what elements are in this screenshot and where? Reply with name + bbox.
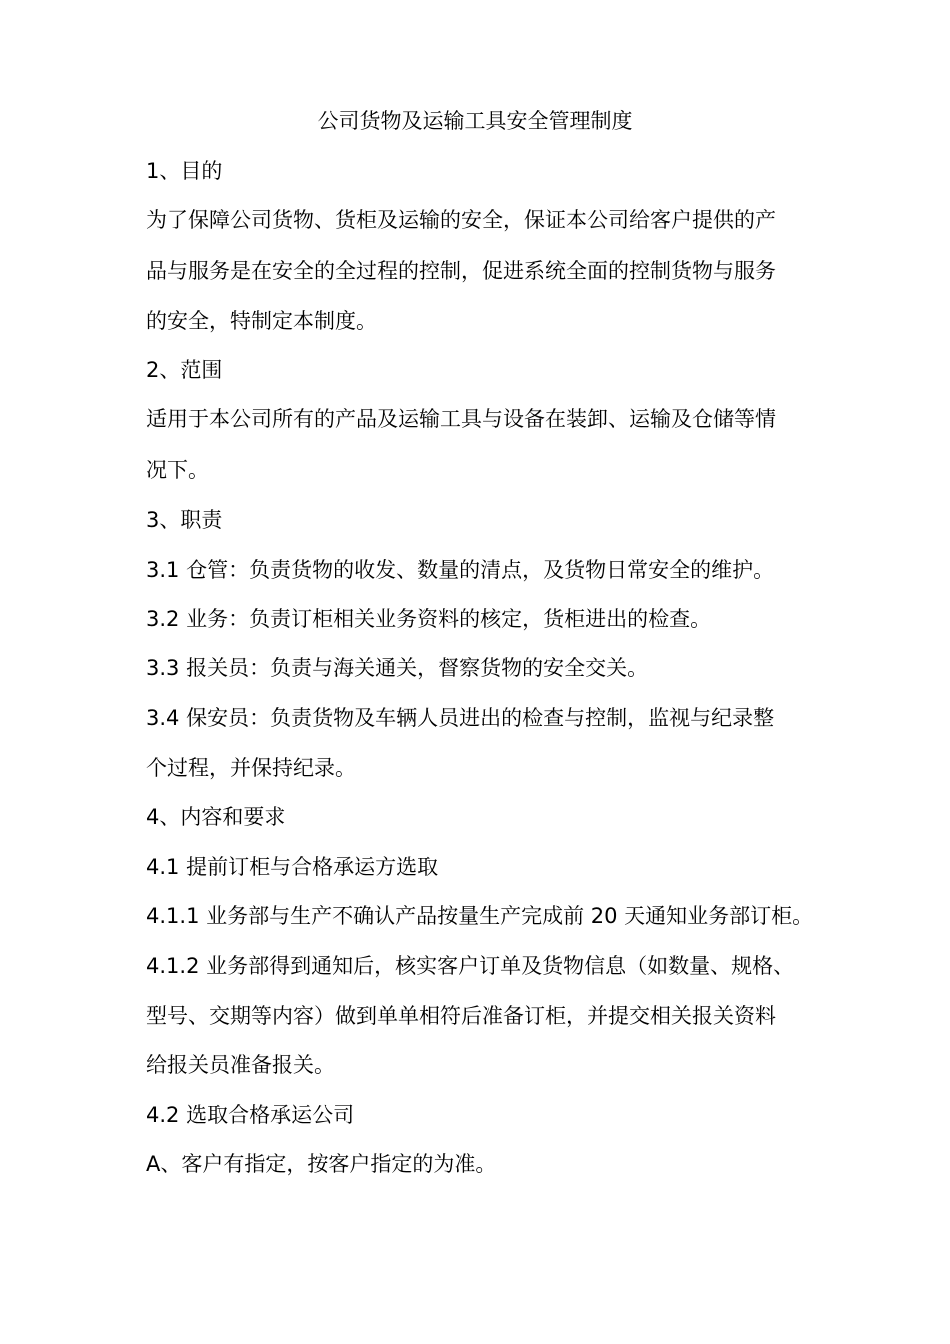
paragraph-line: 况下。 — [146, 458, 209, 482]
section-heading-responsibilities: 3、职责 — [146, 508, 223, 532]
section-heading-scope: 2、范围 — [146, 358, 223, 382]
paragraph-line: 的安全，特制定本制度。 — [146, 309, 377, 333]
paragraph-line: 为了保障公司货物、货柜及运输的安全，保证本公司给客户提供的产 — [146, 208, 776, 232]
paragraph-line: 型号、交期等内容）做到单单相符后准备订柜，并提交相关报关资料 — [146, 1004, 776, 1028]
clause-line: A、客户有指定，按客户指定的为准。 — [146, 1152, 497, 1176]
paragraph-line: 个过程，并保持纪录。 — [146, 756, 356, 780]
clause-line: 3.4 保安员：负责货物及车辆人员进出的检查与控制，监视与纪录整 — [146, 706, 775, 730]
clause-line: 3.2 业务：负责订柜相关业务资料的核定，货柜进出的检查。 — [146, 607, 712, 631]
paragraph-line: 给报关员准备报关。 — [146, 1053, 335, 1077]
clause-line: 3.1 仓管：负责货物的收发、数量的清点，及货物日常安全的维护。 — [146, 558, 775, 582]
paragraph-line: 适用于本公司所有的产品及运输工具与设备在装卸、运输及仓储等情 — [146, 407, 776, 431]
section-heading-content: 4、内容和要求 — [146, 805, 286, 829]
clause-line: 4.1.2 业务部得到通知后，核实客户订单及货物信息（如数量、规格、 — [146, 954, 795, 978]
clause-line: 4.1 提前订柜与合格承运方选取 — [146, 855, 439, 879]
clause-line: 3.3 报关员：负责与海关通关，督察货物的安全交关。 — [146, 656, 649, 680]
document-title: 公司货物及运输工具安全管理制度 — [317, 109, 633, 133]
paragraph-line: 品与服务是在安全的全过程的控制，促进系统全面的控制货物与服务 — [146, 259, 776, 283]
clause-line: 4.2 选取合格承运公司 — [146, 1103, 355, 1127]
section-heading-purpose: 1、目的 — [146, 159, 223, 183]
clause-line: 4.1.1 业务部与生产不确认产品按量生产完成前 20 天通知业务部订柜。 — [146, 904, 814, 928]
